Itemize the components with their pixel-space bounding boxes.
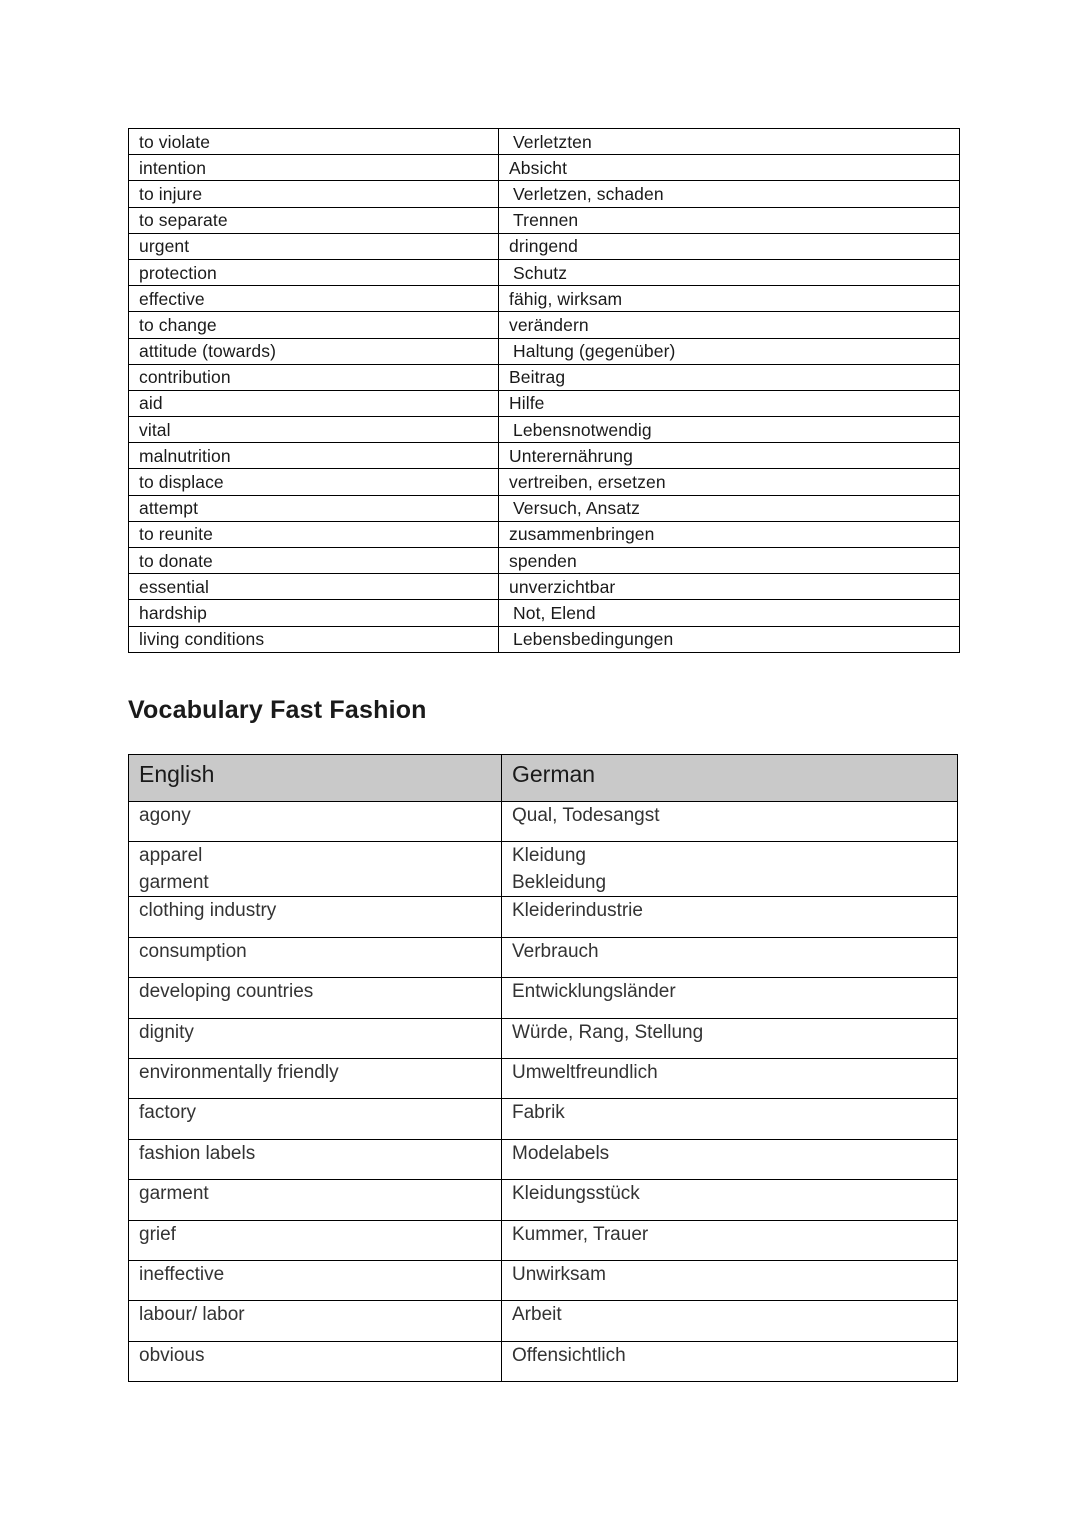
german-term: fähig, wirksam <box>499 286 960 312</box>
german-term: Modelabels <box>502 1139 958 1179</box>
english-term: to donate <box>129 548 499 574</box>
table-row <box>129 1341 958 1381</box>
english-term: to violate <box>129 129 499 155</box>
german-term: unverzichtbar <box>499 574 960 600</box>
english-term: contribution <box>129 364 499 390</box>
german-term: Not, Elend <box>499 600 960 626</box>
table-row <box>129 390 960 416</box>
english-term: ineffective <box>129 1260 502 1300</box>
english-term: to displace <box>129 469 499 495</box>
table-row <box>129 600 960 626</box>
german-term: Entwicklungsländer <box>502 978 958 1018</box>
english-term: to reunite <box>129 521 499 547</box>
english-term: to injure <box>129 181 499 207</box>
german-term: dringend <box>499 233 960 259</box>
english-term: vital <box>129 417 499 443</box>
english-term: essential <box>129 574 499 600</box>
german-term: Fabrik <box>502 1099 958 1139</box>
english-term: attempt <box>129 495 499 521</box>
english-term: labour/ labor <box>129 1301 502 1341</box>
table-row <box>129 1018 958 1058</box>
english-term: protection <box>129 259 499 285</box>
table-row <box>129 417 960 443</box>
table-row <box>129 574 960 600</box>
table-row <box>129 1139 958 1179</box>
table-row <box>129 443 960 469</box>
column-header-english: English <box>129 755 502 802</box>
table-row <box>129 842 958 897</box>
german-term: Unterernährung <box>499 443 960 469</box>
section-heading: Vocabulary Fast Fashion <box>128 696 427 724</box>
english-term: developing countries <box>129 978 502 1018</box>
vocab-table-fast-fashion <box>128 754 958 1382</box>
table-row <box>129 495 960 521</box>
table-row <box>129 897 958 937</box>
table-row <box>129 548 960 574</box>
table-row <box>129 1220 958 1260</box>
english-term-line: apparel <box>139 845 203 867</box>
german-term: Unwirksam <box>502 1260 958 1300</box>
english-term: living conditions <box>129 626 499 652</box>
english-term: fashion labels <box>129 1139 502 1179</box>
german-term: Hilfe <box>499 390 960 416</box>
german-term: Lebensbedingungen <box>499 626 960 652</box>
table-row <box>129 155 960 181</box>
table-row <box>129 1058 958 1098</box>
table-row <box>129 1180 958 1220</box>
german-term-line: Kleidung <box>512 845 586 867</box>
german-term-line: Bekleidung <box>512 872 607 894</box>
german-term: Haltung (gegenüber) <box>499 338 960 364</box>
english-term: factory <box>129 1099 502 1139</box>
german-term: Versuch, Ansatz <box>499 495 960 521</box>
table-row <box>129 802 958 842</box>
table-row <box>129 521 960 547</box>
english-term <box>129 842 502 897</box>
german-term: Kleiderindustrie <box>502 897 958 937</box>
english-term: to change <box>129 312 499 338</box>
english-term: attitude (towards) <box>129 338 499 364</box>
column-header-german: German <box>502 755 958 802</box>
english-term: malnutrition <box>129 443 499 469</box>
vocab-table-top <box>128 128 960 653</box>
table-row <box>129 626 960 652</box>
german-term: Arbeit <box>502 1301 958 1341</box>
german-term <box>502 842 958 897</box>
german-term: Verletzen, schaden <box>499 181 960 207</box>
table-row <box>129 312 960 338</box>
table-row <box>129 259 960 285</box>
german-term: Verbrauch <box>502 937 958 977</box>
english-term: grief <box>129 1220 502 1260</box>
english-term: aid <box>129 390 499 416</box>
english-term: agony <box>129 802 502 842</box>
english-term: consumption <box>129 937 502 977</box>
german-term: Beitrag <box>499 364 960 390</box>
table-row <box>129 1260 958 1300</box>
english-term: dignity <box>129 1018 502 1058</box>
english-term: intention <box>129 155 499 181</box>
german-term: Umweltfreundlich <box>502 1058 958 1098</box>
german-term: Qual, Todesangst <box>502 802 958 842</box>
german-term: verändern <box>499 312 960 338</box>
german-term: Kleidungsstück <box>502 1180 958 1220</box>
table-row <box>129 364 960 390</box>
table-row <box>129 338 960 364</box>
table-row <box>129 233 960 259</box>
english-term: obvious <box>129 1341 502 1381</box>
german-term: Schutz <box>499 259 960 285</box>
english-term: to separate <box>129 207 499 233</box>
german-term: spenden <box>499 548 960 574</box>
table-row <box>129 1099 958 1139</box>
german-term: Würde, Rang, Stellung <box>502 1018 958 1058</box>
table-header-row <box>129 755 958 802</box>
table-row <box>129 937 958 977</box>
table-row <box>129 181 960 207</box>
german-term: Kummer, Trauer <box>502 1220 958 1260</box>
table-row <box>129 978 958 1018</box>
table-row <box>129 1301 958 1341</box>
english-term: clothing industry <box>129 897 502 937</box>
english-term-line: garment <box>139 872 209 894</box>
table-row <box>129 469 960 495</box>
table-row <box>129 129 960 155</box>
english-term: effective <box>129 286 499 312</box>
german-term: vertreiben, ersetzen <box>499 469 960 495</box>
table-row <box>129 286 960 312</box>
german-term: Trennen <box>499 207 960 233</box>
english-term: urgent <box>129 233 499 259</box>
english-term: hardship <box>129 600 499 626</box>
table-row <box>129 207 960 233</box>
english-term: garment <box>129 1180 502 1220</box>
german-term: Offensichtlich <box>502 1341 958 1381</box>
german-term: Absicht <box>499 155 960 181</box>
german-term: Lebensnotwendig <box>499 417 960 443</box>
german-term: zusammenbringen <box>499 521 960 547</box>
english-term: environmentally friendly <box>129 1058 502 1098</box>
german-term: Verletzten <box>499 129 960 155</box>
